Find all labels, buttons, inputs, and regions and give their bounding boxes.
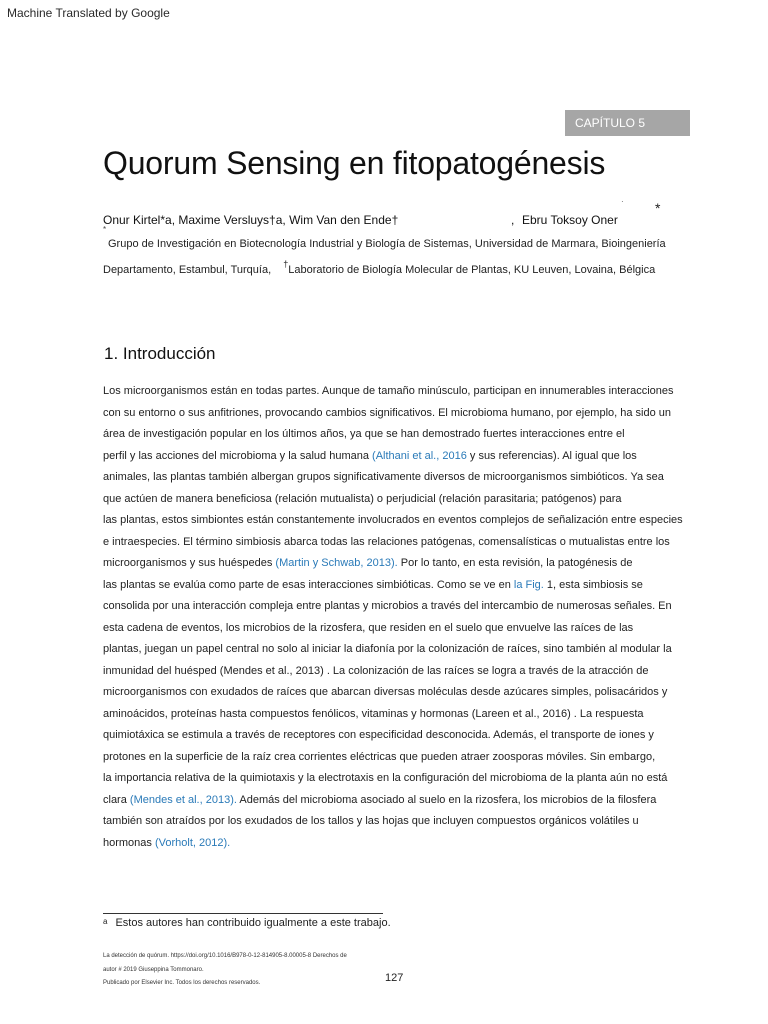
- body-line: [103, 725, 703, 747]
- body-text-run: quimiotáxica se estimula a través de receptores con especificidad desconocida. Además, el transporte de iones y: [103, 729, 654, 741]
- body-text-run: aminoácidos, proteínas hasta compuestos fenólicos, vitaminas y hormonas (Lareen et al., 2016) . La respuesta: [103, 707, 644, 720]
- body-line: [103, 768, 703, 790]
- body-text-run: e intraespecies. El término simbiosis abarca todas las relaciones patógenas, comensalísticas o mutualistas entre los: [103, 535, 670, 548]
- body-line: [103, 532, 703, 554]
- body-text-run: esta cadena de eventos, los microbios de la rizosfera, que residen en el suelo que envuelve las raíces de las: [103, 621, 634, 634]
- body-text-run: también son atraídos por los exudados de los tallos y las hojas que incluyen compuestos orgánicos volátiles u: [103, 815, 639, 827]
- chapter-label: CAPÍTULO 5: [565, 110, 690, 136]
- body-line: [103, 811, 703, 833]
- body-line: [103, 446, 703, 468]
- citation-link[interactable]: (Althani et al., 2016: [372, 449, 467, 462]
- authors-last: Ebru Toksoy Oner: [522, 213, 618, 227]
- body-text-run: microorganismos con exudados de raíces que abarcan diversas moléculas desde azúcares simples, polisacáridos y: [103, 686, 668, 698]
- body-line: [103, 747, 703, 769]
- body-text-run: la importancia relativa de la quimiotaxis y la electrotaxis en la configuración del microbioma de la planta aún no está: [103, 772, 668, 784]
- body-text-run: las plantas se evalúa como parte de esas interacciones simbióticas. Como se ve en: [103, 578, 514, 591]
- body-line: [103, 403, 703, 425]
- body-text-run: 1, esta simbiosis se: [543, 578, 643, 591]
- authors-main: Onur Kirtel*a, Maxime Versluys†a, Wim Van den Ende†: [103, 213, 399, 227]
- corresponding-author-star: *: [655, 200, 661, 216]
- footnote: [103, 917, 391, 929]
- body-text-run: y sus referencias). Al igual que los: [466, 449, 637, 462]
- body-text-run: perfil y las acciones del microbioma y la salud humana: [103, 449, 373, 462]
- copyright-line-2: autor # 2019 Giuseppina Tommonaro.: [103, 967, 204, 973]
- body-line: [103, 618, 703, 640]
- body-text-run: con su entorno o sus anfitriones, provocando cambios significativos. El microbioma humano, por ejemplo, ha sido un: [103, 406, 672, 419]
- body-line: [103, 833, 703, 855]
- body-line: [103, 467, 703, 489]
- body-text-run: Por lo tanto, en esta revisión, la patogénesis de: [397, 557, 633, 569]
- body-line: [103, 639, 703, 661]
- body-line: [103, 596, 703, 618]
- citation-link[interactable]: la Fig.: [513, 578, 544, 591]
- body-text-run: animales, las plantas también albergan grupos significativamente diversos de microorganismos simbióticos. Ya sea: [103, 471, 664, 483]
- machine-translation-banner: Machine Translated by Google: [7, 6, 170, 20]
- footnote-divider: [103, 913, 383, 914]
- body-text-run: área de investigación popular en los últimos años, ya que se han demostrado fuertes interacciones entre el: [103, 428, 625, 440]
- section-heading: 1. Introducción: [104, 344, 216, 363]
- body-text-run: que actúen de manera beneficiosa (relación mutualista) o perjudicial (relación parasitaria; patógenos) para: [103, 492, 622, 505]
- page-number: 127: [385, 972, 404, 984]
- citation-link[interactable]: (Vorholt, 2012).: [154, 836, 231, 849]
- affiliation-line-2-part-1: Departamento, Estambul, Turquía,: [103, 264, 272, 276]
- body-text-run: clara: [103, 793, 130, 806]
- body-line: [103, 704, 703, 726]
- affiliation-line-2-part-2: Laboratorio de Biología Molecular de Plantas, KU Leuven, Lovaina, Bélgica: [288, 264, 656, 276]
- body-line: [103, 381, 703, 403]
- footnote-text: Estos autores han contribuido igualmente a este trabajo.: [115, 917, 391, 929]
- citation-link[interactable]: (Martin y Schwab, 2013).: [275, 557, 398, 569]
- body-line: [103, 489, 703, 511]
- body-text-run: consolida por una interacción compleja entre plantas y microbios a través del intercambio de numerosas señales. En: [103, 600, 672, 612]
- citation-link[interactable]: (Mendes et al., 2013).: [129, 793, 237, 806]
- body-text-run: inmunidad del huésped (Mendes et al., 2013) . La colonización de las raíces se logra a través de la atracción de: [103, 664, 649, 677]
- body-line: [103, 510, 703, 532]
- affiliation-dagger: †: [283, 259, 289, 269]
- author-small-mark: *: [103, 225, 107, 234]
- footnote-mark: a: [103, 917, 108, 926]
- body-text-run: Los microorganismos están en todas partes. Aunque de tamaño minúsculo, participan en innumerables interacciones: [103, 385, 674, 397]
- body-text: [103, 381, 703, 854]
- body-line: [103, 682, 703, 704]
- body-line: [103, 661, 703, 683]
- body-line: [103, 553, 703, 575]
- page-title: Quorum Sensing en fitopatogénesis: [103, 145, 606, 181]
- body-line: [103, 575, 703, 597]
- body-text-run: las plantas, estos simbiontes están constantemente involucrados en eventos complejos de señalización entre especies: [103, 514, 683, 526]
- body-text-run: plantas, juegan un papel central no solo al iniciar la diafonía por la colonización de raíces, sino también al modular la: [103, 643, 672, 655]
- body-text-run: protones en la superficie de la raíz crea corrientes eléctricas que pueden atraer zoosporas móviles. Sin embargo,: [103, 750, 656, 763]
- authors-dot: ·: [621, 197, 624, 206]
- authors-comma: ,: [511, 213, 515, 227]
- copyright-line-1: La detección de quórum. https://doi.org/10.1016/B978-0-12-814905-8.00005-8 Derechos de: [103, 953, 347, 959]
- body-text-run: Además del microbioma asociado al suelo en la rizosfera, los microbios de la filosfera: [236, 793, 657, 806]
- body-line: [103, 424, 703, 446]
- body-text-run: hormonas: [103, 836, 155, 849]
- body-line: [103, 790, 703, 812]
- affiliation-line-1: Grupo de Investigación en Biotecnología Industrial y Biología de Sistemas, Universidad de Marmara, Bioingeniería: [108, 238, 666, 250]
- copyright-line-3: Publicado por Elsevier Inc. Todos los derechos reservados.: [103, 980, 261, 986]
- body-text-run: microorganismos y sus huéspedes: [103, 557, 276, 569]
- affiliation-line-2: [103, 259, 655, 276]
